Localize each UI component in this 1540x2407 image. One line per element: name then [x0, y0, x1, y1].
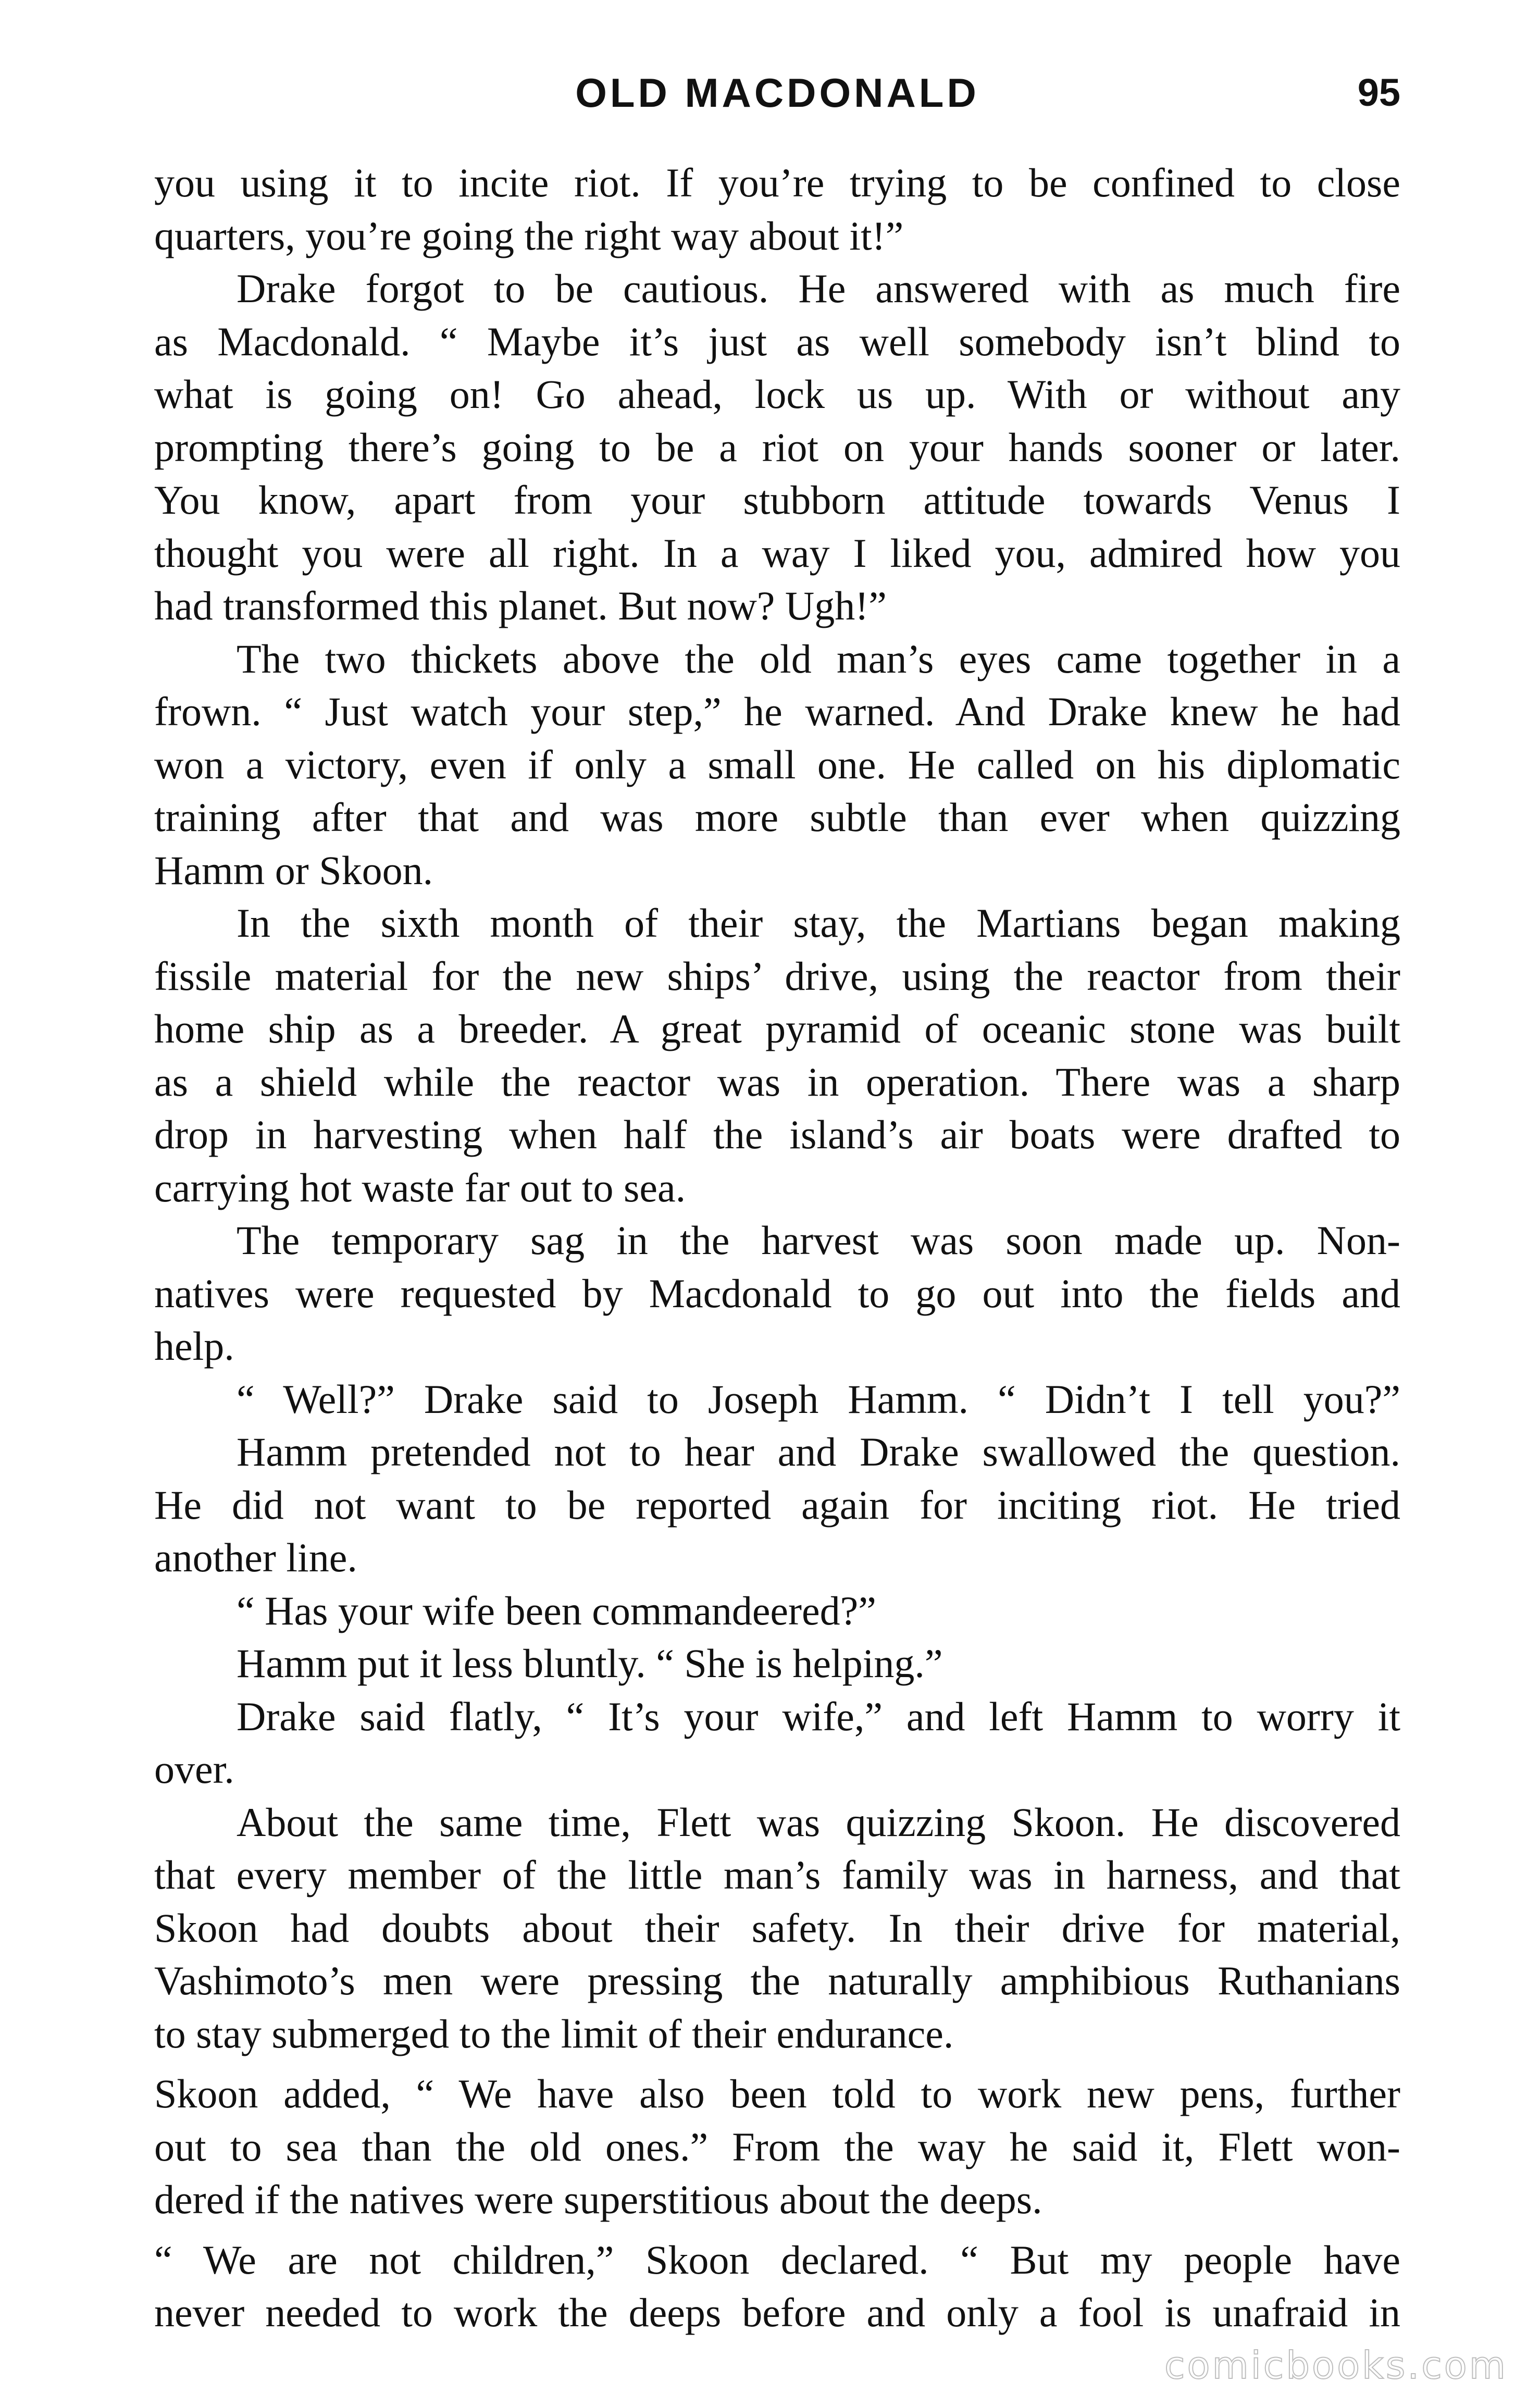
text-line: “ Has your wife been commandeered?”	[237, 1587, 876, 1633]
text-line: over.	[154, 1746, 234, 1792]
text-line: carrying hot waste far out to sea.	[154, 1164, 686, 1210]
body-text	[154, 156, 1400, 2339]
text-line: fissile material for the new ships’ drive, using the reactor from their	[154, 953, 1400, 999]
text-line: home ship as a breeder. A great pyramid of oceanic stone was built	[154, 1006, 1400, 1051]
text-line: Drake forgot to be cautious. He answered with as much fire	[237, 266, 1400, 311]
text-line: In the sixth month of their stay, the Martians began making	[237, 900, 1400, 946]
text-line: out to sea than the old ones.” From the way he said it, Flett won-	[154, 2124, 1400, 2169]
page-number: 95	[1357, 71, 1400, 114]
text-line: thought you were all right. In a way I liked you, admired how you	[154, 530, 1400, 576]
text-line: drop in harvesting when half the island’s air boats were drafted to	[154, 1112, 1400, 1157]
text-line: The two thickets above the old man’s eyes came together in a	[237, 636, 1400, 681]
text-line: Hamm or Skoon.	[154, 847, 433, 893]
text-line: Hamm put it less bluntly. “ She is helping.”	[237, 1641, 943, 1686]
text-line: You know, apart from your stubborn attitude towards Venus I	[154, 477, 1400, 523]
text-line: had transformed this planet. But now? Ugh!”	[154, 583, 887, 628]
text-line: never needed to work the deeps before and only a fool is unafraid in	[154, 2290, 1400, 2335]
text-line: Hamm pretended not to hear and Drake swallowed the question.	[237, 1429, 1400, 1474]
text-line: prompting there’s going to be a riot on your hands sooner or later.	[154, 424, 1400, 470]
text-line: He did not want to be reported again for inciting riot. He tried	[154, 1482, 1400, 1528]
text-line: help.	[154, 1323, 234, 1369]
text-line: to stay submerged to the limit of their endurance.	[154, 2011, 954, 2056]
watermark: comicbooks.com	[1164, 2343, 1508, 2387]
text-line: what is going on! Go ahead, lock us up. With or without any	[154, 371, 1400, 417]
text-line: won a victory, even if only a small one. He called on his diplomatic	[154, 741, 1400, 787]
page-header	[154, 61, 1400, 124]
text-line: Drake said flatly, “ It’s your wife,” and left Hamm to worry it	[237, 1693, 1400, 1739]
text-line: Vashimoto’s men were pressing the naturally amphibious Ruthanians	[154, 1958, 1400, 2003]
text-line: training after that and was more subtle than ever when quizzing	[154, 795, 1400, 840]
text-line: “ Well?” Drake said to Joseph Hamm. “ Didn’t I tell you?”	[237, 1376, 1400, 1422]
text-line: quarters, you’re going the right way about it!”	[154, 213, 904, 258]
text-line: as a shield while the reactor was in operation. There was a sharp	[154, 1059, 1400, 1105]
text-line: natives were requested by Macdonald to go out into the fields and	[154, 1270, 1400, 1316]
text-line: that every member of the little man’s family was in harness, and that	[154, 1852, 1400, 1897]
text-line: another line.	[154, 1535, 357, 1580]
text-line: dered if the natives were superstitious about the deeps.	[154, 2177, 1042, 2222]
text-line: “ We are not children,” Skoon declared. “ But my people have	[154, 2237, 1400, 2282]
text-line: as Macdonald. “ Maybe it’s just as well somebody isn’t blind to	[154, 318, 1400, 364]
running-title: OLD MACDONALD	[575, 70, 979, 116]
text-line: frown. “ Just watch your step,” he warned. And Drake knew he had	[154, 689, 1400, 734]
text-line: About the same time, Flett was quizzing Skoon. He discovered	[237, 1799, 1400, 1845]
text-line: The temporary sag in the harvest was soon made up. Non-	[237, 1218, 1400, 1263]
text-line: you using it to incite riot. If you’re trying to be confined to close	[154, 160, 1400, 205]
text-line: Skoon added, “ We have also been told to work new pens, further	[154, 2071, 1400, 2116]
text-line: Skoon had doubts about their safety. In their drive for material,	[154, 1905, 1400, 1951]
